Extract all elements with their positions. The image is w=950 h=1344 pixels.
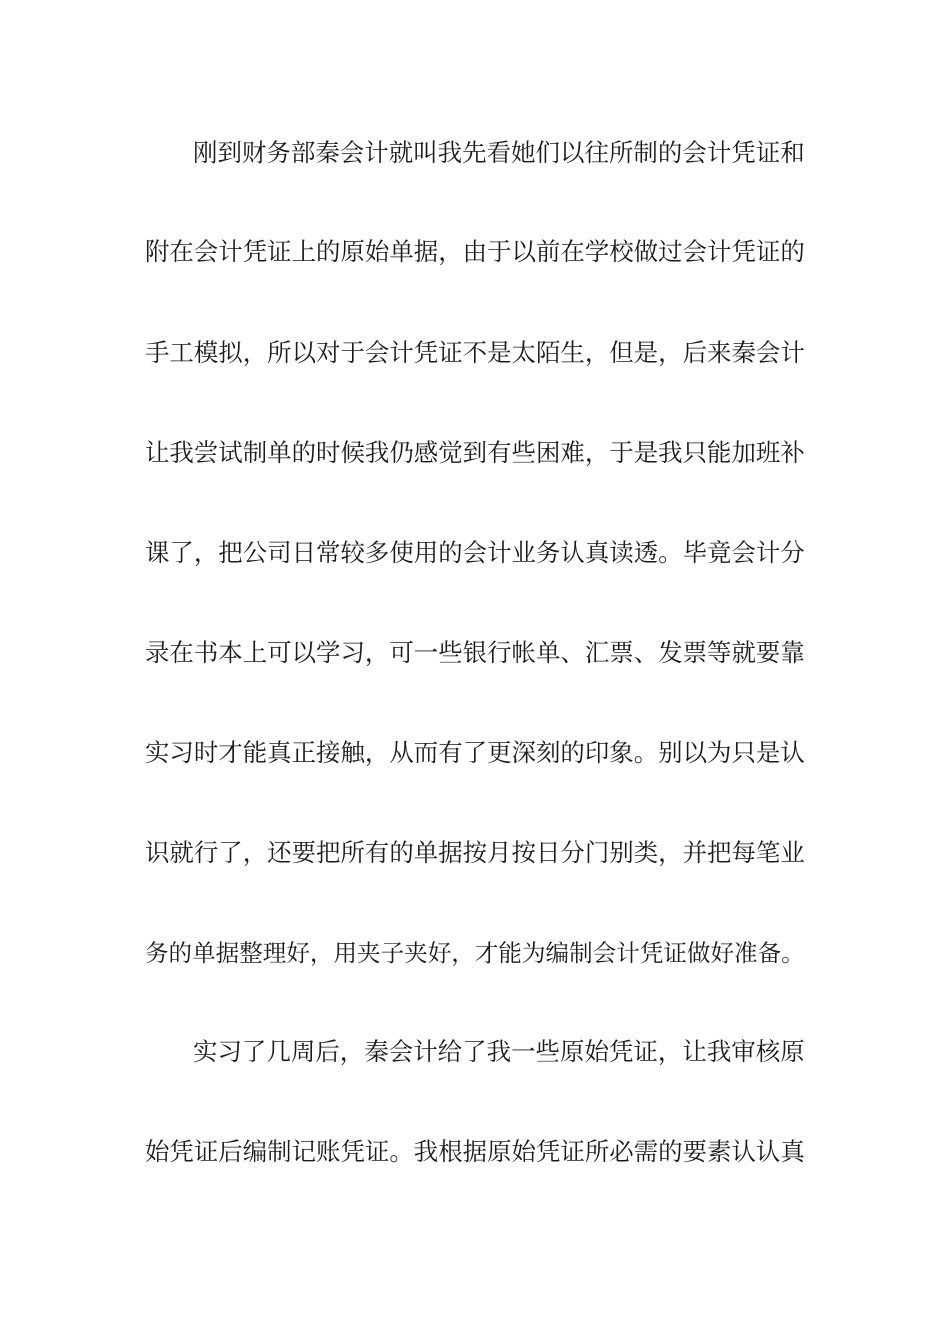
paragraph-1-line-2: 附在会计凭证上的原始单据，由于以前在学校做过会计凭证的 xyxy=(145,237,805,266)
paragraph-1-line-8: 识就行了，还要把所有的单据按月按日分门别类，并把每笔业 xyxy=(145,838,805,867)
paragraph-1-line-7: 实习时才能真正接触，从而有了更深刻的印象。别以为只是认 xyxy=(145,738,805,767)
paragraph-1-line-6: 录在书本上可以学习，可一些银行帐单、汇票、发票等就要靠 xyxy=(145,638,805,667)
paragraph-2-line-2: 始凭证后编制记账凭证。我根据原始凭证所必需的要素认认真 xyxy=(145,1137,805,1166)
paragraph-1-line-9: 务的单据整理好，用夹子夹好，才能为编制会计凭证做好准备。 xyxy=(145,939,805,967)
paragraph-1-line-4: 让我尝试制单的时候我仍感觉到有些困难，于是我只能加班补 xyxy=(145,438,805,467)
paragraph-1-line-1: 刚到财务部秦会计就叫我先看她们以往所制的会计凭证和 xyxy=(193,138,805,167)
paragraph-2-line-1: 实习了几周后，秦会计给了我一些原始凭证，让我审核原 xyxy=(193,1037,805,1066)
paragraph-1-line-5: 课了，把公司日常较多使用的会计业务认真读透。毕竟会计分 xyxy=(145,538,805,567)
paragraph-1-line-3: 手工模拟，所以对于会计凭证不是太陌生，但是，后来秦会计 xyxy=(145,338,805,367)
